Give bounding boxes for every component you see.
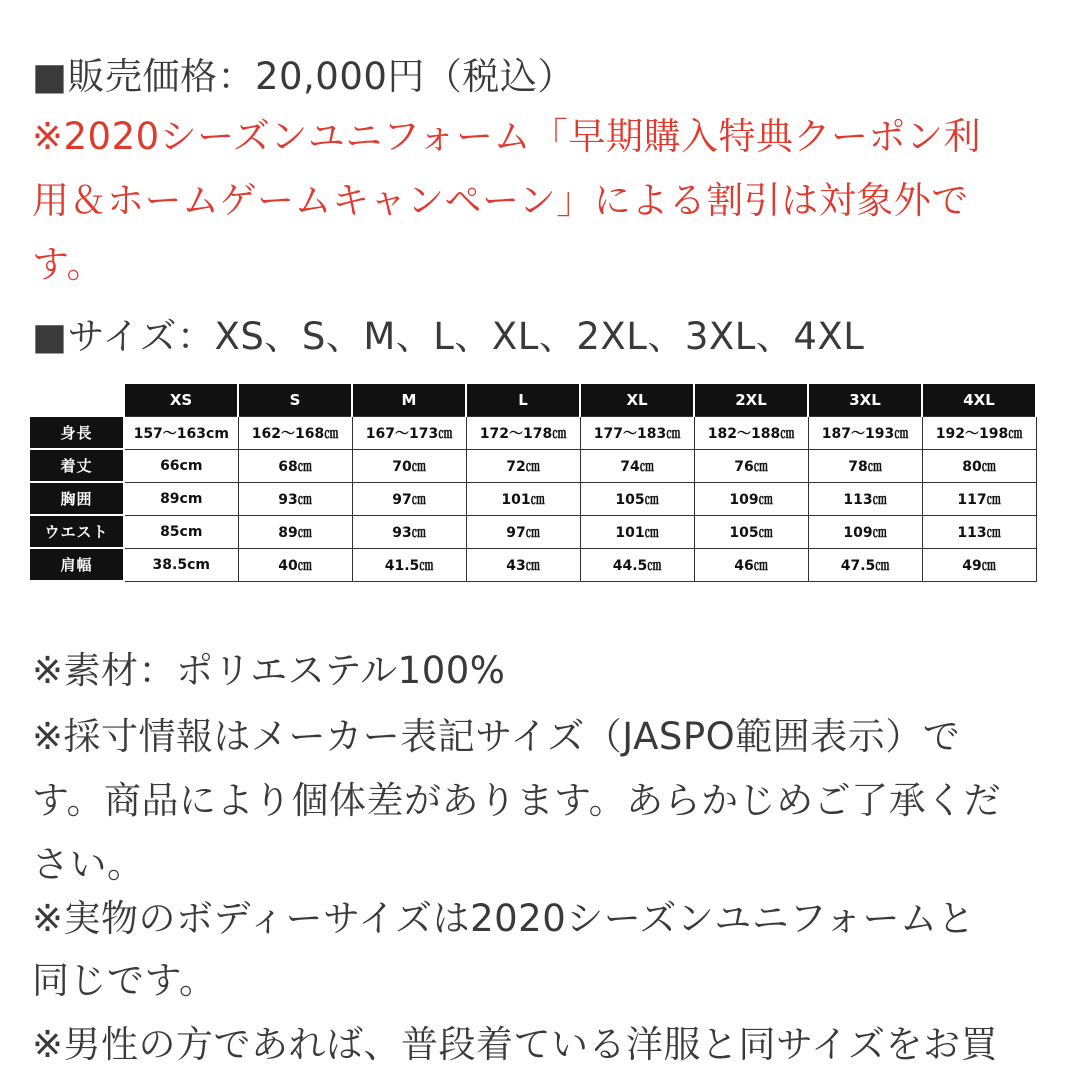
table-cell: 177〜183㎝ — [580, 416, 694, 449]
size-chart-table — [28, 384, 1037, 582]
size-header-row — [29, 384, 1036, 416]
size-header: 2XL — [694, 384, 808, 416]
size-header: M — [352, 384, 466, 416]
table-cell: 46㎝ — [694, 548, 808, 581]
table-cell: 105㎝ — [580, 482, 694, 515]
table-cell: 101㎝ — [466, 482, 580, 515]
notice-line-3: す。 — [32, 243, 105, 286]
table-cell: 47.5㎝ — [808, 548, 922, 581]
table-cell: 85cm — [124, 515, 238, 548]
table-cell: 167〜173㎝ — [352, 416, 466, 449]
size-header: L — [466, 384, 580, 416]
table-cell: 89cm — [124, 482, 238, 515]
row-label-waist: ウエスト — [29, 515, 124, 548]
table-cell: 68㎝ — [238, 449, 352, 482]
table-cell: 113㎝ — [808, 482, 922, 515]
table-cell: 117㎝ — [922, 482, 1036, 515]
size-header: 3XL — [808, 384, 922, 416]
table-cell: 80㎝ — [922, 449, 1036, 482]
table-row — [29, 548, 1036, 581]
notice-line-1: ※2020シーズンユニフォーム「早期購入特典クーポン利 — [32, 115, 981, 158]
table-cell: 172〜178㎝ — [466, 416, 580, 449]
table-cell: 97㎝ — [466, 515, 580, 548]
note-measurement-1: ※採寸情報はメーカー表記サイズ（JASPO範囲表示）で — [32, 715, 961, 758]
row-label-chest: 胸囲 — [29, 482, 124, 515]
table-cell: 162〜168㎝ — [238, 416, 352, 449]
table-row — [29, 449, 1036, 482]
table-cell: 66cm — [124, 449, 238, 482]
table-cell: 76㎝ — [694, 449, 808, 482]
size-line: ■サイズ：XS、S、M、L、XL、2XL、3XL、4XL — [32, 315, 865, 358]
table-cell: 43㎝ — [466, 548, 580, 581]
table-cell: 74㎝ — [580, 449, 694, 482]
table-corner — [29, 384, 124, 416]
table-row — [29, 416, 1036, 449]
note-material: ※素材：ポリエステル100% — [32, 649, 506, 692]
table-cell: 93㎝ — [238, 482, 352, 515]
table-cell: 72㎝ — [466, 449, 580, 482]
note-body-size-1: ※実物のボディーサイズは2020シーズンユニフォームと — [32, 897, 976, 940]
note-mens-size: ※男性の方であれば、普段着ている洋服と同サイズをお買 — [32, 1023, 999, 1066]
table-cell: 40㎝ — [238, 548, 352, 581]
row-label-length: 着丈 — [29, 449, 124, 482]
table-cell: 70㎝ — [352, 449, 466, 482]
table-row — [29, 515, 1036, 548]
row-label-height: 身長 — [29, 416, 124, 449]
table-cell: 93㎝ — [352, 515, 466, 548]
table-row — [29, 482, 1036, 515]
note-measurement-3: さい。 — [32, 843, 145, 886]
table-cell: 187〜193㎝ — [808, 416, 922, 449]
size-header: XS — [124, 384, 238, 416]
table-cell: 38.5cm — [124, 548, 238, 581]
table-cell: 105㎝ — [694, 515, 808, 548]
table-cell: 109㎝ — [808, 515, 922, 548]
note-measurement-2: す。商品により個体差があります。あらかじめご了承くだ — [32, 779, 1002, 822]
row-label-shoulder: 肩幅 — [29, 548, 124, 581]
table-cell: 41.5㎝ — [352, 548, 466, 581]
price-line: ■販売価格：20,000円（税込） — [32, 55, 575, 98]
table-cell: 182〜188㎝ — [694, 416, 808, 449]
size-header: 4XL — [922, 384, 1036, 416]
table-cell: 192〜198㎝ — [922, 416, 1036, 449]
table-cell: 89㎝ — [238, 515, 352, 548]
size-header: S — [238, 384, 352, 416]
size-header: XL — [580, 384, 694, 416]
table-cell: 49㎝ — [922, 548, 1036, 581]
table-cell: 157〜163cm — [124, 416, 238, 449]
table-cell: 44.5㎝ — [580, 548, 694, 581]
table-cell: 109㎝ — [694, 482, 808, 515]
notice-line-2: 用＆ホームゲームキャンペーン」による割引は対象外で — [32, 179, 969, 222]
table-cell: 113㎝ — [922, 515, 1036, 548]
table-cell: 101㎝ — [580, 515, 694, 548]
table-cell: 78㎝ — [808, 449, 922, 482]
note-body-size-2: 同じです。 — [32, 959, 217, 1002]
table-cell: 97㎝ — [352, 482, 466, 515]
